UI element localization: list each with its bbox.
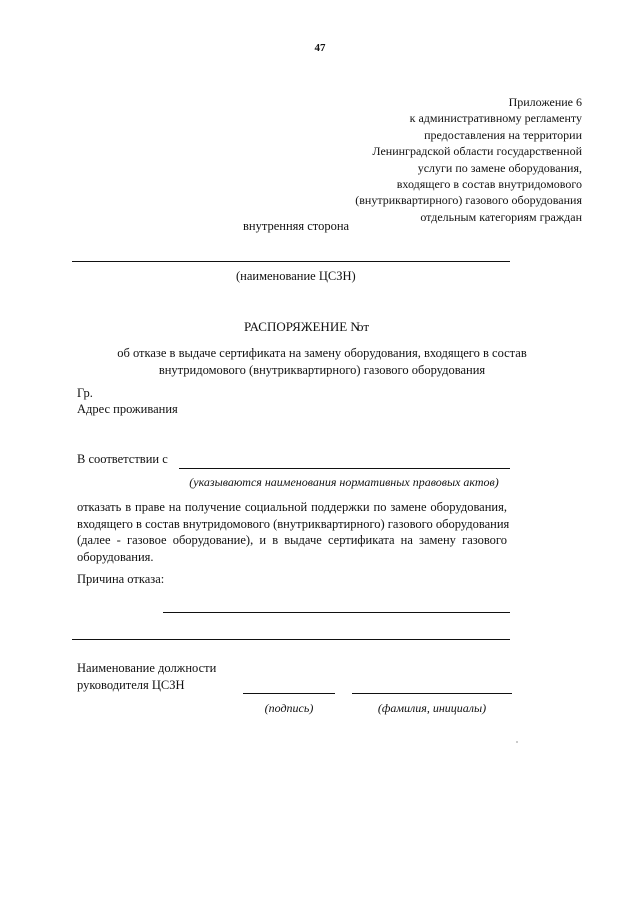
citizen-label: Гр. (77, 386, 93, 400)
decision-line: оборудования. (77, 549, 154, 564)
decision-line: (далее - газовое оборудование), и в выдаче сертификата на замену газового (77, 533, 507, 547)
side-label: внутренняя сторона (243, 219, 350, 233)
appendix-line: услуги по замене оборудования, (417, 160, 582, 175)
reason-line (72, 639, 510, 640)
appendix-line: Приложение 6 (508, 95, 582, 109)
name-line (352, 693, 512, 694)
signatory-position (77, 660, 216, 693)
order-subject (72, 345, 572, 379)
signature-caption: (подпись) (264, 701, 314, 715)
decision-line: входящего в состав внутридомового (внутриквартирного) газового оборудования (77, 516, 510, 531)
signature-line (243, 693, 335, 694)
position-line: Наименование должности (77, 661, 217, 675)
appendix-line: к административному регламенту (409, 111, 582, 126)
org-name-caption: (наименование ЦСЗН) (236, 269, 356, 283)
org-name-line (72, 261, 510, 262)
scan-speck (516, 741, 518, 743)
order-subject-line: об отказе в выдаче сертификата на замену оборудования, входящего в состав (117, 346, 527, 360)
order-title: РАСПОРЯЖЕНИЕ N (244, 319, 360, 334)
position-line: руководителя ЦСЗН (77, 677, 185, 692)
appendix-line: Ленинградской области государственной (372, 144, 582, 159)
name-caption: (фамилия, инициалы) (377, 701, 487, 715)
order-date-label: от (357, 319, 370, 334)
appendix-line: предоставления на территории (424, 127, 582, 142)
appendix-line: входящего в состав внутридомового (396, 177, 582, 192)
refusal-reason-label: Причина отказа: (77, 572, 165, 586)
basis-line (179, 468, 510, 469)
appendix-line: отдельным категориям граждан (420, 209, 582, 224)
decision-line: отказать в праве на получение социальной поддержки по замене оборудования, (77, 500, 507, 514)
address-label: Адрес проживания (77, 402, 178, 416)
basis-label: В соответствии с (77, 452, 168, 466)
reason-line (163, 612, 510, 613)
page-number: 47 (314, 42, 326, 54)
order-subject-line: внутридомового (внутриквартирного) газового оборудования (158, 363, 486, 377)
basis-hint: (указываются наименования нормативных правовых актов) (189, 475, 499, 489)
appendix-header (355, 94, 582, 225)
appendix-line: (внутриквартирного) газового оборудования (355, 193, 582, 208)
decision-text (77, 499, 510, 565)
